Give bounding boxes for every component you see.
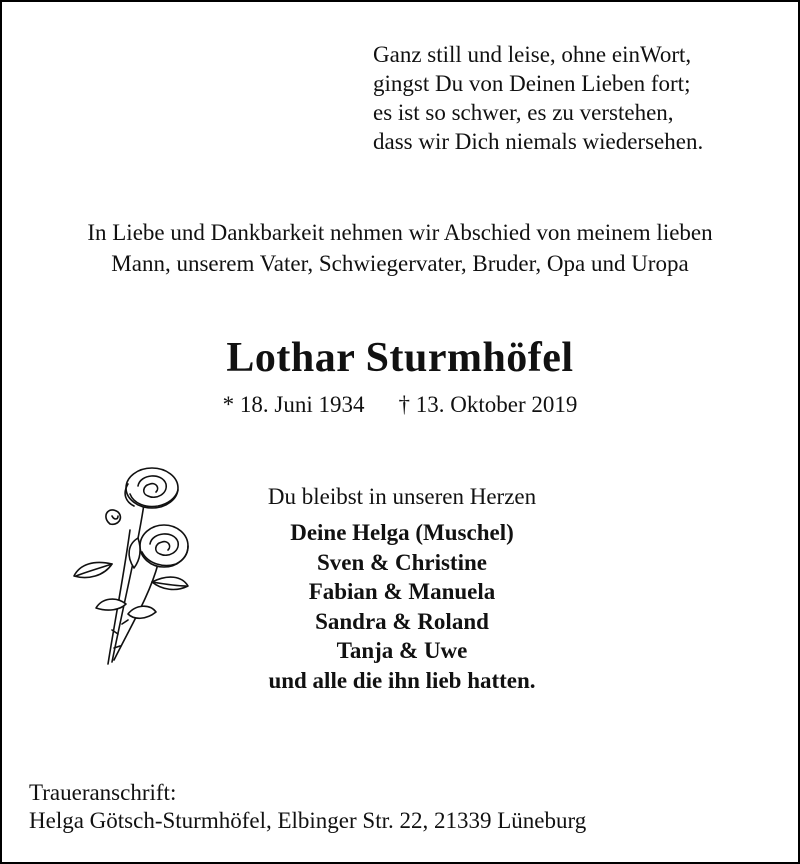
- intro-line: In Liebe und Dankbarkeit nehmen wir Abschied von meinem lieben: [87, 220, 713, 245]
- farewell-line: Du bleibst in unseren Herzen: [267, 484, 537, 509]
- mourner-entry: Deine Helga (Muschel): [290, 520, 514, 545]
- mourner-entry: Sandra & Roland: [315, 608, 489, 634]
- intro-text: [2, 217, 798, 279]
- mourner-entry: Fabian & Manuela: [308, 579, 496, 605]
- poem-line: Ganz still und leise, ohne einWort,: [373, 42, 692, 67]
- mourning-address: [29, 779, 586, 835]
- address-label: Traueranschrift:: [29, 780, 177, 805]
- poem-line: es ist so schwer, es zu verstehen,: [373, 100, 674, 125]
- poem-line: dass wir Dich niemals wiedersehen.: [373, 129, 704, 154]
- mourner-entry: und alle die ihn lieb hatten.: [268, 667, 536, 693]
- mourner-entry: Tanja & Uwe: [336, 638, 468, 664]
- address-line: Helga Götsch-Sturmhöfel, Elbinger Str. 22, 21339 Lüneburg: [29, 808, 587, 833]
- death-date: † 13. Oktober 2019: [398, 392, 578, 417]
- poem-line: gingst Du von Deinen Lieben fort;: [373, 71, 691, 96]
- birth-date: * 18. Juni 1934: [222, 392, 365, 417]
- mourners-list: [2, 518, 800, 696]
- deceased-name: Lothar Sturmhöfel: [226, 335, 574, 381]
- poem: [373, 40, 703, 156]
- mourner-entry: Sven & Christine: [317, 549, 487, 575]
- life-dates: [2, 391, 798, 419]
- intro-line: Mann, unserem Vater, Schwiegervater, Bruder, Opa und Uropa: [111, 251, 689, 276]
